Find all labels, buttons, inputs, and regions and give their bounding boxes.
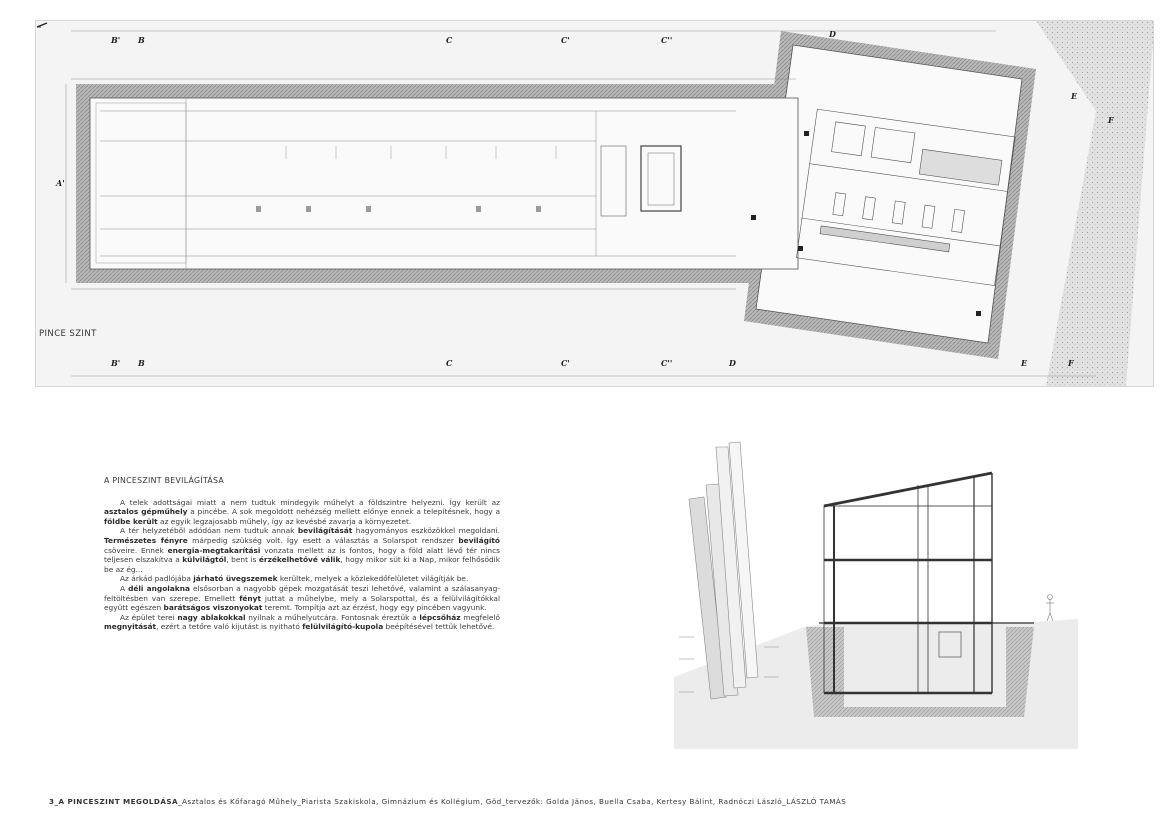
paragraph-text: elsősorban a nagyobb gépek mozgatását teszi lehetővé, valamint a szálasanyag-feltöltésben van szerepe. Emellett <box>104 583 501 603</box>
highlighted-phrase: Természetes fényre <box>104 535 188 545</box>
north-arrow-icon <box>36 21 48 29</box>
highlighted-phrase: felülvilágító-kupola <box>302 622 384 632</box>
section-drawing <box>674 437 1078 749</box>
floor-plan-panel <box>35 20 1154 387</box>
axis-label-bottom-b: B <box>138 358 145 368</box>
highlighted-phrase: fényt <box>239 593 262 603</box>
highlighted-phrase: déli angolakna <box>128 583 190 593</box>
basement-walls <box>76 31 1036 359</box>
paragraph-text: Az épület terei <box>120 612 178 622</box>
description-paragraph <box>104 613 500 632</box>
highlighted-phrase: külvilágtól <box>182 555 227 565</box>
paragraph-text: , hogy mikor süt ki a Nap, mikor felhősödik be az ég... <box>104 555 501 574</box>
paragraph-text: A tér helyzetéből adódóan nem tudtuk annak <box>120 526 298 536</box>
highlighted-phrase: energia-megtakarítási <box>167 545 261 555</box>
paragraph-text: Az árkád padlójába <box>120 574 194 584</box>
axis-label-bottom-c-double-prime: C'' <box>661 358 673 368</box>
paragraph-text: juttat a műhelybe, mely a Solarspottal, és a felülvilágítókkal együtt egészen <box>104 593 501 613</box>
highlighted-phrase: lépcsőház <box>419 612 461 622</box>
axis-label-bottom-d: D <box>729 358 736 368</box>
paragraph-text: A telek adottságai miatt a nem tudtuk mindegyik műhelyt a földszintre helyezni. Így került az <box>120 497 500 507</box>
axis-label-top-e: E <box>1071 91 1078 101</box>
footer-title: 3_A PINCESZINT MEGOLDÁSA <box>49 797 179 806</box>
description-paragraph <box>104 498 500 527</box>
floor-plan-drawing <box>36 21 1153 386</box>
highlighted-phrase: járható üvegszemek <box>193 574 278 584</box>
axis-label-top-d: D <box>829 29 836 39</box>
axis-label-bottom-f: F <box>1068 358 1074 368</box>
paragraph-text: márpedig szükség volt. Így esett a választás a Solarspot rendszer <box>187 535 459 545</box>
paragraph-text: , bent is <box>226 555 259 565</box>
description-title: A PINCESZINT BEVILÁGÍTÁSA <box>104 476 225 485</box>
axis-label-bottom-b-prime: B' <box>111 358 121 368</box>
description-paragraph <box>104 574 500 584</box>
sheet-footer <box>49 797 1139 806</box>
highlighted-phrase: nagy ablakokkal <box>177 612 246 622</box>
plan-title: PINCE SZINT <box>39 329 97 339</box>
axis-label-bottom-c-prime: C' <box>561 358 570 368</box>
axis-label-top-f: F <box>1108 115 1114 125</box>
person-figure-icon <box>1046 595 1054 622</box>
paragraph-text: A <box>120 583 129 593</box>
paragraph-text: csöveire. Ennek <box>104 545 168 555</box>
paragraph-text: megfelelő <box>460 612 501 622</box>
paragraph-text: vonzata mellett az is fontos, hogy a föld alatt lévő tér nincs teljesen elszakítva a <box>104 545 500 565</box>
axis-label-top-c-double-prime: C'' <box>661 35 673 45</box>
highlighted-phrase: földbe került <box>104 516 158 526</box>
axis-label-top-c: C <box>446 35 453 45</box>
paragraph-text: teremt. Tompítja azt az érzést, hogy egy pincében vagyunk. <box>262 603 487 613</box>
highlighted-phrase: bevilágítását <box>297 526 353 536</box>
highlighted-phrase: asztalos gépműhely <box>104 507 188 517</box>
description-paragraphs <box>104 498 500 632</box>
paragraph-text: az egyik legzajosabb műhely, így az kevésbé zavarja a környezetet. <box>157 516 412 526</box>
highlighted-phrase: érzékelhetővé válik <box>258 555 341 565</box>
highlighted-phrase: bevilágító <box>458 535 500 545</box>
description-paragraph <box>104 584 500 613</box>
axis-label-top-b-prime: B' <box>111 35 121 45</box>
section-drawing-panel <box>674 437 1078 749</box>
footer-credits: _Asztalos és Kőfaragó Műhely_Piarista Szakiskola, Gimnázium és Kollégium, Göd_tervezők: Golda János, Buella Csaba, Kertesy Bálint, Radnóczi László_LÁSZLÓ TAMÁS <box>178 797 847 806</box>
paragraph-text: , ezért a tetőre való kijutást is nyitható <box>156 622 303 632</box>
paragraph-text: hagyományos eszközökkel megoldani. <box>352 526 500 536</box>
highlighted-phrase: barátságos viszonyokat <box>163 603 263 613</box>
description-paragraph <box>104 526 500 574</box>
paragraph-text: nyílnak a műhelyutcára. Fontosnak éreztük a <box>245 612 420 622</box>
paragraph-text: beépítésével tettük lehetővé. <box>383 622 495 632</box>
axis-label-top-b: B <box>138 35 145 45</box>
axis-label-bottom-e: E <box>1021 358 1028 368</box>
axis-label-top-c-prime: C' <box>561 35 570 45</box>
paragraph-text: a pincébe. A sok megoldott nehézség mellett előnye ennek a telepítésnek, hogy a <box>187 507 500 517</box>
axis-label-left-a-prime: A' <box>56 178 65 188</box>
highlighted-phrase: megnyitását <box>104 622 157 632</box>
paragraph-text: kerültek, melyek a közlekedőfelületet világítják be. <box>277 574 469 584</box>
axis-label-bottom-c: C <box>446 358 453 368</box>
description-text <box>104 476 500 632</box>
